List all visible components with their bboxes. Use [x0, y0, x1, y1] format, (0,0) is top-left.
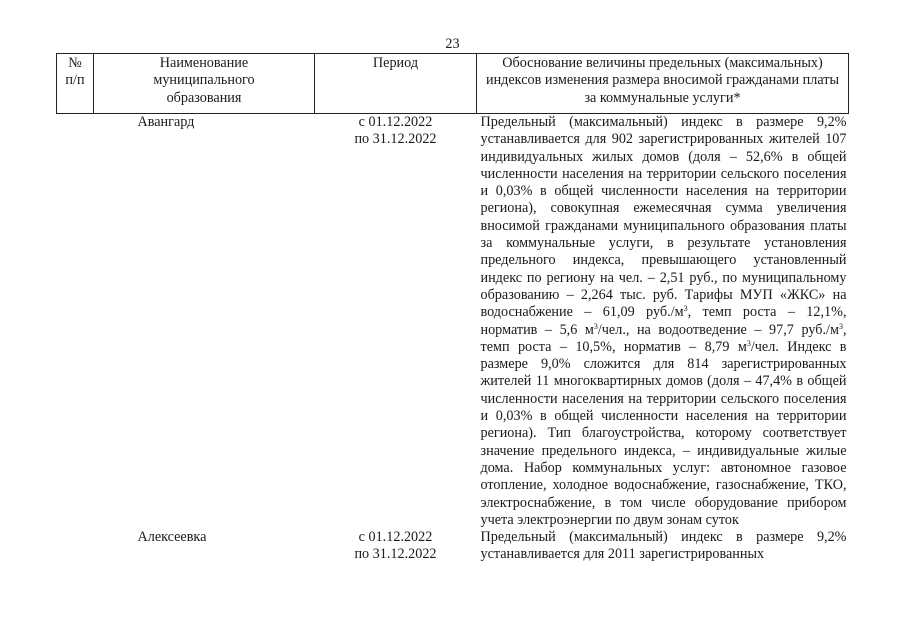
table-row [57, 114, 849, 530]
row-number [57, 114, 94, 530]
header-municipality: Наименование муниципального образования [94, 54, 315, 114]
header-justification: Обоснование величины предельных (максимальных) индексов изменения размера вносимой гражданами платы за коммунальные услуги* [477, 54, 849, 114]
period-cell: с 01.12.2022 по 31.12.2022 [354, 529, 437, 563]
table-header-row [57, 54, 849, 114]
tariff-index-table [56, 53, 849, 564]
row-number [57, 529, 94, 564]
page-number: 23 [445, 36, 460, 52]
header-number: № п/п [57, 54, 94, 114]
header-period: Период [315, 54, 477, 114]
table-row [57, 529, 849, 564]
municipality-name: Алексеевка [137, 529, 207, 546]
municipality-name: Авангард [137, 114, 195, 130]
justification-text: Предельный (максимальный) индекс в размере 9,2% устанавливается для 902 зарегистрированных жителей 107 индивидуальных жилых домов (доля – 52,6% в общей численности населения на территории сельского поселения и 0,03% в общей численности населения на территории региона), совокупная ежемесячная сумма увеличения вносимой гражданами муниципального образования платы за коммунальные услуги, в результате установления предельного индекса, превышающего установленный индекс по региону на чел. – 2,51 руб., по муниципальному образованию – 2,264 тыс. руб. Тарифы МУП «ЖКС» на водоснабжение – 61,09 $руб./м^3$, темп роста – 12,1%, норматив – 5,6 $м^3$/чел., на водоотведение – 97,7 $руб./м^3$, темп роста – 10,5%, норматив – 8,79 $м^3$/чел. Индекс в размере 9,0% сложится для 814 зарегистрированных жителей 11 многоквартирных домов (доля – 47,4% в общей численности населения на территории сельского поселения и 0,03% в общей численности населения на территории региона). Тип благоустройства, которому соответствует значение предельного индекса, – индивидуальные жилые дома. Набор коммунальных услуг: автономное газовое отопление, холодное водоснабжение, газоснабжение, ТКО, электроснабжение, в том числе оборудование прибором учета электроэнергии по двум зонам суток [480, 114, 847, 528]
period-cell: с 01.12.2022 по 31.12.2022 [354, 114, 437, 148]
justification-text: Предельный (максимальный) индекс в размере 9,2% устанавливается для 2011 зарегистрированных [480, 529, 847, 563]
